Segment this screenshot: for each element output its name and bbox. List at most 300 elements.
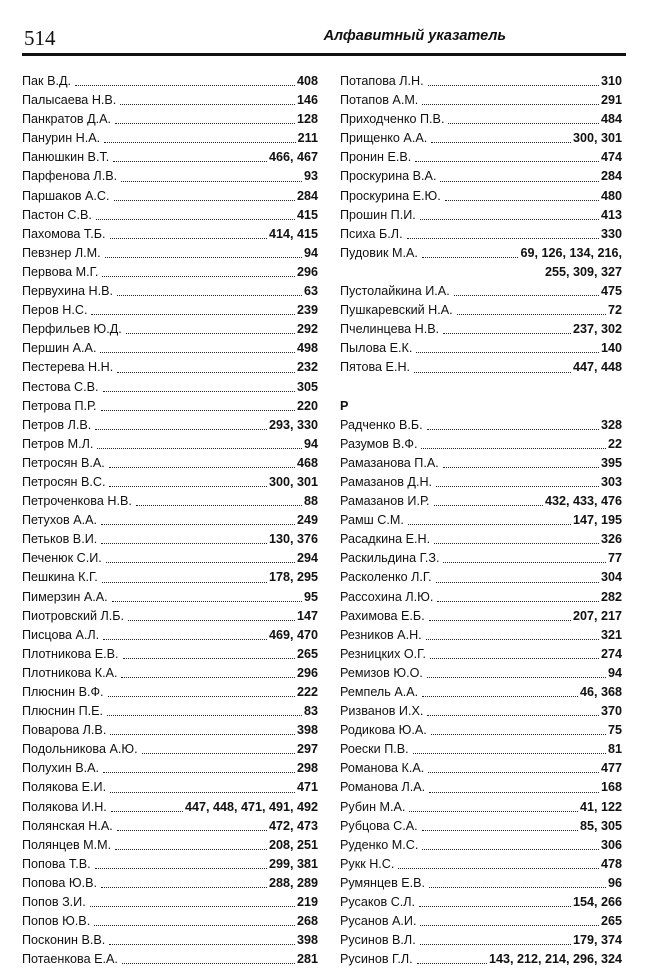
entry-name: Потапов А.М. bbox=[340, 93, 419, 108]
dot-leader bbox=[419, 906, 571, 907]
entry-name: Парфенова Л.В. bbox=[22, 169, 118, 184]
dot-leader bbox=[408, 524, 571, 525]
index-entry bbox=[22, 148, 318, 167]
index-entry bbox=[340, 129, 622, 148]
entry-pages: 178, 295 bbox=[268, 570, 318, 585]
entry-pages: 284 bbox=[296, 188, 318, 203]
entry-name: Ремизов Ю.О. bbox=[340, 665, 423, 680]
entry-pages: 72 bbox=[607, 303, 622, 318]
index-entry bbox=[22, 339, 318, 358]
index-entry bbox=[340, 683, 622, 702]
index-entry bbox=[22, 759, 318, 778]
entry-name: Рамазанов И.Р. bbox=[340, 494, 430, 509]
index-entry bbox=[340, 702, 622, 721]
entry-pages: 222 bbox=[296, 685, 318, 699]
dot-leader bbox=[436, 582, 599, 583]
entry-name: Петров М.Л. bbox=[22, 436, 94, 451]
entry-name: Панюшкин В.Т. bbox=[22, 150, 110, 165]
index-entry bbox=[22, 549, 318, 568]
index-entry bbox=[340, 530, 622, 549]
index-entry bbox=[22, 301, 318, 320]
dot-leader bbox=[417, 963, 487, 964]
index-entry bbox=[22, 263, 318, 282]
index-entry bbox=[340, 206, 622, 225]
entry-name: Ризванов И.Х. bbox=[340, 704, 424, 719]
entry-name: Пудовик М.А. bbox=[340, 245, 418, 260]
index-entry bbox=[340, 664, 622, 683]
entry-name: Русаков С.Л. bbox=[340, 895, 416, 910]
section-gap bbox=[340, 378, 622, 397]
entry-pages: 326 bbox=[600, 532, 622, 547]
entry-pages: 294 bbox=[296, 551, 318, 566]
index-entry bbox=[340, 320, 622, 339]
entry-name: Рубин М.А. bbox=[340, 799, 406, 814]
entry-name: Рубцова С.А. bbox=[340, 818, 418, 833]
entry-name: Рассохина Л.Ю. bbox=[340, 589, 434, 604]
dot-leader bbox=[75, 85, 295, 86]
entry-name: Раскильдина Г.З. bbox=[340, 551, 440, 566]
index-entry bbox=[340, 167, 622, 186]
entry-pages: 303 bbox=[600, 474, 622, 489]
entry-pages: 208, 251 bbox=[268, 837, 318, 852]
dot-leader bbox=[108, 696, 295, 697]
entry-pages: 239 bbox=[296, 303, 318, 318]
entry-name: Прошин П.И. bbox=[340, 207, 416, 222]
dot-leader bbox=[112, 601, 302, 602]
dot-leader bbox=[142, 753, 295, 754]
entry-name: Палысаева Н.В. bbox=[22, 93, 117, 108]
index-entry bbox=[340, 778, 622, 797]
dot-leader bbox=[94, 925, 295, 926]
dot-leader bbox=[136, 505, 302, 506]
entry-pages: 291 bbox=[600, 93, 622, 108]
index-entry bbox=[22, 91, 318, 110]
dot-leader bbox=[448, 123, 599, 124]
entry-pages: 293, 330 bbox=[268, 417, 318, 432]
entry-pages: 179, 374 bbox=[572, 933, 622, 948]
entry-name: Рамазанова П.А. bbox=[340, 455, 439, 470]
entry-pages: 296 bbox=[296, 665, 318, 680]
entry-pages: 498 bbox=[296, 341, 318, 356]
entry-pages: 274 bbox=[600, 646, 622, 661]
dot-leader bbox=[422, 104, 599, 105]
index-entry bbox=[340, 148, 622, 167]
entry-name: Петьков В.И. bbox=[22, 532, 98, 547]
index-entry bbox=[22, 588, 318, 607]
entry-pages: 415 bbox=[296, 207, 318, 222]
entry-name: Рахимова Е.Б. bbox=[340, 608, 425, 623]
index-entry bbox=[340, 225, 622, 244]
entry-name: Петросян В.А. bbox=[22, 455, 105, 470]
dot-leader bbox=[416, 352, 599, 353]
index-entry bbox=[22, 129, 318, 148]
entry-name: Писцова А.Л. bbox=[22, 627, 100, 642]
dot-leader bbox=[117, 295, 302, 296]
entry-name: Посконин В.В. bbox=[22, 933, 106, 948]
entry-pages: 282 bbox=[600, 589, 622, 604]
index-entry bbox=[22, 397, 318, 416]
running-header bbox=[24, 24, 626, 54]
entry-pages: 477 bbox=[600, 761, 622, 776]
entry-pages: 299, 381 bbox=[268, 856, 318, 871]
entry-pages: 472, 473 bbox=[268, 818, 318, 833]
entry-pages: 95 bbox=[303, 589, 318, 604]
entry-name: Подольникова А.Ю. bbox=[22, 742, 138, 757]
entry-name: Романова К.А. bbox=[340, 761, 425, 776]
index-column-right bbox=[340, 72, 622, 969]
index-entry bbox=[340, 549, 622, 568]
entry-name: Пастон С.В. bbox=[22, 207, 92, 222]
entry-name: Румянцев Е.В. bbox=[340, 875, 426, 890]
index-entry bbox=[22, 416, 318, 435]
entry-name: Русинов Г.Л. bbox=[340, 952, 413, 967]
entry-name: Полянцев М.М. bbox=[22, 837, 112, 852]
entry-name: Потаенкова Е.А. bbox=[22, 952, 118, 967]
dot-leader bbox=[422, 830, 578, 831]
entry-name: Радченко В.Б. bbox=[340, 417, 423, 432]
entry-pages: 93 bbox=[303, 169, 318, 184]
entry-pages: 237, 302 bbox=[572, 322, 622, 337]
index-entry bbox=[22, 568, 318, 587]
dot-leader bbox=[428, 772, 599, 773]
entry-pages: 414, 415 bbox=[268, 226, 318, 241]
entry-name: Психа Б.Л. bbox=[340, 226, 403, 241]
dot-leader bbox=[126, 333, 295, 334]
index-entry bbox=[340, 588, 622, 607]
entry-pages: 85, 305 bbox=[579, 818, 622, 833]
entry-pages: 284 bbox=[600, 169, 622, 184]
entry-pages: 398 bbox=[296, 933, 318, 948]
header-rule bbox=[22, 53, 626, 56]
entry-pages: 232 bbox=[296, 360, 318, 375]
dot-leader bbox=[427, 677, 606, 678]
entry-pages: 265 bbox=[600, 914, 622, 929]
entry-pages: 466, 467 bbox=[268, 150, 318, 165]
dot-leader bbox=[454, 295, 599, 296]
index-entry bbox=[340, 626, 622, 645]
entry-pages: 474 bbox=[600, 150, 622, 165]
index-entry bbox=[340, 454, 622, 473]
dot-leader bbox=[398, 868, 599, 869]
index-entry bbox=[22, 282, 318, 301]
entry-pages: 306 bbox=[600, 837, 622, 852]
entry-name: Перов Н.С. bbox=[22, 303, 88, 318]
entry-name: Панкратов Д.А. bbox=[22, 112, 111, 127]
entry-pages: 46, 368 bbox=[579, 685, 622, 699]
index-entry bbox=[22, 244, 318, 263]
index-entry bbox=[22, 206, 318, 225]
dot-leader bbox=[428, 85, 599, 86]
entry-pages: 147 bbox=[296, 608, 318, 623]
dot-leader bbox=[414, 372, 571, 373]
index-section-p bbox=[340, 72, 622, 378]
index-entry bbox=[340, 836, 622, 855]
index-entry bbox=[22, 778, 318, 797]
entry-name: Пылова Е.К. bbox=[340, 341, 413, 356]
dot-leader bbox=[422, 257, 519, 258]
entry-name: Прищенко А.А. bbox=[340, 131, 428, 146]
entry-pages: 147, 195 bbox=[572, 513, 622, 528]
entry-pages: 81 bbox=[607, 742, 622, 757]
dot-leader bbox=[122, 963, 295, 964]
entry-pages: 22 bbox=[607, 436, 622, 451]
dot-leader bbox=[103, 639, 267, 640]
dot-leader bbox=[105, 257, 302, 258]
index-entry bbox=[22, 664, 318, 683]
entry-pages: 413 bbox=[600, 207, 622, 222]
entry-name: Панурин Н.А. bbox=[22, 131, 101, 146]
entry-pages: 146 bbox=[296, 93, 318, 108]
entry-pages: 304 bbox=[600, 570, 622, 585]
dot-leader bbox=[443, 467, 599, 468]
dot-leader bbox=[123, 658, 295, 659]
index-column-left bbox=[22, 72, 318, 969]
index-entry bbox=[22, 893, 318, 912]
index-entry bbox=[340, 798, 622, 817]
dot-leader bbox=[422, 849, 599, 850]
entry-pages: 140 bbox=[600, 341, 622, 356]
entry-name: Пимерзин А.А. bbox=[22, 589, 108, 604]
entry-pages: 330 bbox=[600, 226, 622, 241]
index-entry bbox=[340, 282, 622, 301]
dot-leader bbox=[109, 467, 295, 468]
dot-leader bbox=[121, 677, 295, 678]
dot-leader bbox=[440, 181, 599, 182]
entry-name: Печенюк С.И. bbox=[22, 551, 102, 566]
entry-name: Расколенко Л.Г. bbox=[340, 570, 432, 585]
entry-name: Русинов В.Л. bbox=[340, 933, 416, 948]
index-section-r bbox=[340, 416, 622, 969]
index-entry bbox=[340, 91, 622, 110]
section-letter: Р bbox=[340, 398, 349, 413]
dot-leader bbox=[420, 925, 599, 926]
dot-leader bbox=[120, 104, 295, 105]
index-entry bbox=[340, 740, 622, 759]
dot-leader bbox=[101, 524, 295, 525]
index-entry bbox=[22, 683, 318, 702]
index-entry bbox=[340, 244, 622, 282]
dot-leader bbox=[429, 792, 599, 793]
entry-name: Певзнер Л.М. bbox=[22, 245, 101, 260]
index-entry bbox=[22, 931, 318, 950]
dot-leader bbox=[109, 486, 266, 487]
dot-leader bbox=[128, 620, 295, 621]
entry-name: Петросян В.С. bbox=[22, 474, 106, 489]
dot-leader bbox=[91, 314, 295, 315]
entry-pages: 328 bbox=[600, 417, 622, 432]
index-entry bbox=[22, 110, 318, 129]
dot-leader bbox=[431, 734, 606, 735]
index-entry bbox=[22, 378, 318, 397]
dot-leader bbox=[443, 562, 606, 563]
entry-pages: 480 bbox=[600, 188, 622, 203]
index-entry bbox=[22, 358, 318, 377]
index-entry bbox=[340, 817, 622, 836]
dot-leader bbox=[110, 792, 295, 793]
entry-name: Полякова Е.И. bbox=[22, 780, 107, 795]
entry-pages: 96 bbox=[607, 875, 622, 890]
entry-name: Резников А.Н. bbox=[340, 627, 422, 642]
page-number: 514 bbox=[24, 26, 56, 50]
index-entry bbox=[340, 339, 622, 358]
index-entry bbox=[22, 454, 318, 473]
dot-leader bbox=[101, 543, 267, 544]
index-entry bbox=[22, 72, 318, 91]
entry-name: Проскурина Е.Ю. bbox=[340, 188, 441, 203]
dot-leader bbox=[102, 276, 295, 277]
dot-leader bbox=[426, 639, 599, 640]
entry-pages: 75 bbox=[607, 723, 622, 738]
entry-name: Разумов В.Ф. bbox=[340, 436, 418, 451]
entry-name: Пушкаревский Н.А. bbox=[340, 303, 453, 318]
entry-pages: 168 bbox=[600, 780, 622, 795]
dot-leader bbox=[115, 849, 267, 850]
entry-pages: 268 bbox=[296, 914, 318, 929]
dot-leader bbox=[117, 372, 295, 373]
index-entry bbox=[340, 72, 622, 91]
entry-pages: 468 bbox=[296, 455, 318, 470]
dot-leader bbox=[429, 887, 606, 888]
index-entry bbox=[340, 855, 622, 874]
dot-leader bbox=[111, 811, 183, 812]
index-entry bbox=[22, 492, 318, 511]
index-entry bbox=[22, 187, 318, 206]
entry-pages-continuation: 255, 309, 327 bbox=[544, 264, 622, 279]
entry-pages: 395 bbox=[600, 455, 622, 470]
entry-name: Расадкина Е.Н. bbox=[340, 532, 431, 547]
index-entry bbox=[22, 702, 318, 721]
entry-name: Романова Л.А. bbox=[340, 780, 426, 795]
dot-leader bbox=[114, 200, 295, 201]
entry-name: Потапова Л.Н. bbox=[340, 74, 424, 88]
entry-name: Полухин В.А. bbox=[22, 761, 100, 776]
dot-leader bbox=[413, 753, 606, 754]
dot-leader bbox=[427, 715, 599, 716]
index-entry bbox=[22, 607, 318, 626]
entry-pages: 432, 433, 476 bbox=[544, 494, 622, 509]
dot-leader bbox=[95, 429, 267, 430]
entry-name: Попова Т.В. bbox=[22, 856, 91, 871]
entry-name: Попов Ю.В. bbox=[22, 914, 91, 929]
entry-name: Попова Ю.В. bbox=[22, 875, 98, 890]
entry-pages: 447, 448 bbox=[572, 360, 622, 375]
dot-leader bbox=[443, 333, 571, 334]
index-entry bbox=[22, 435, 318, 454]
dot-leader bbox=[427, 429, 599, 430]
entry-pages: 300, 301 bbox=[268, 474, 318, 489]
index-entry bbox=[22, 320, 318, 339]
dot-leader bbox=[117, 830, 267, 831]
dot-leader bbox=[106, 562, 295, 563]
index-entry bbox=[340, 358, 622, 377]
index-entry bbox=[340, 893, 622, 912]
index-entry bbox=[340, 110, 622, 129]
dot-leader bbox=[101, 410, 295, 411]
dot-leader bbox=[115, 123, 295, 124]
entry-name: Пчелинцева Н.В. bbox=[340, 322, 440, 337]
index-entry bbox=[22, 817, 318, 836]
dot-leader bbox=[431, 142, 571, 143]
index-entry bbox=[340, 912, 622, 931]
entry-name: Петухов А.А. bbox=[22, 513, 97, 528]
dot-leader bbox=[437, 601, 599, 602]
index-entry bbox=[22, 530, 318, 549]
entry-pages: 265 bbox=[296, 646, 318, 661]
entry-pages: 310 bbox=[600, 74, 622, 88]
dot-leader bbox=[421, 448, 606, 449]
dot-leader bbox=[409, 811, 578, 812]
entry-name: Руденко М.С. bbox=[340, 837, 419, 852]
entry-name: Пустолайкина И.А. bbox=[340, 284, 450, 299]
index-entry bbox=[22, 511, 318, 530]
entry-name: Пахомова Т.Б. bbox=[22, 226, 106, 241]
dot-leader bbox=[422, 696, 578, 697]
index-entry bbox=[340, 568, 622, 587]
index-entry bbox=[22, 473, 318, 492]
entry-name: Плюснин П.Е. bbox=[22, 704, 104, 719]
entry-pages: 297 bbox=[296, 742, 318, 757]
index-entry bbox=[340, 416, 622, 435]
entry-name: Пак В.Д. bbox=[22, 74, 71, 88]
entry-name: Перфильев Ю.Д. bbox=[22, 322, 122, 337]
entry-name: Первухина Н.В. bbox=[22, 284, 114, 299]
dot-leader bbox=[457, 314, 606, 315]
dot-leader bbox=[97, 448, 302, 449]
entry-name: Першин А.А. bbox=[22, 341, 97, 356]
entry-pages: 88 bbox=[303, 494, 318, 509]
dot-leader bbox=[121, 181, 302, 182]
entry-pages: 207, 217 bbox=[572, 608, 622, 623]
entry-pages: 249 bbox=[296, 513, 318, 528]
entry-pages: 143, 212, 214, 296, 324 bbox=[488, 952, 622, 967]
index-entry bbox=[22, 855, 318, 874]
dot-leader bbox=[434, 505, 543, 506]
entry-name: Родикова Ю.А. bbox=[340, 723, 427, 738]
index-entry bbox=[340, 301, 622, 320]
entry-name: Русанов А.И. bbox=[340, 914, 417, 929]
entry-name: Петров Л.В. bbox=[22, 417, 92, 432]
entry-name: Плотникова К.А. bbox=[22, 665, 118, 680]
dot-leader bbox=[102, 582, 267, 583]
entry-pages: 478 bbox=[600, 856, 622, 871]
entry-pages: 298 bbox=[296, 761, 318, 776]
index-entry bbox=[22, 836, 318, 855]
entry-pages: 219 bbox=[296, 895, 318, 910]
entry-pages: 292 bbox=[296, 322, 318, 337]
index-entry bbox=[340, 492, 622, 511]
entry-name: Рамш С.М. bbox=[340, 513, 404, 528]
dot-leader bbox=[96, 219, 295, 220]
entry-name: Паршаков А.С. bbox=[22, 188, 110, 203]
index-entry bbox=[340, 931, 622, 950]
entry-name: Пиотровский Л.Б. bbox=[22, 608, 125, 623]
entry-pages: 305 bbox=[296, 379, 318, 394]
dot-leader bbox=[100, 352, 295, 353]
dot-leader bbox=[407, 238, 599, 239]
dot-leader bbox=[415, 161, 599, 162]
entry-pages: 471 bbox=[296, 780, 318, 795]
entry-pages: 296 bbox=[296, 264, 318, 279]
entry-pages: 211 bbox=[297, 131, 318, 146]
index-entry bbox=[340, 435, 622, 454]
entry-pages: 370 bbox=[600, 704, 622, 719]
entry-pages: 83 bbox=[303, 704, 318, 719]
entry-pages: 130, 376 bbox=[268, 532, 318, 547]
dot-leader bbox=[420, 944, 571, 945]
dot-leader bbox=[434, 543, 599, 544]
index-entry bbox=[340, 759, 622, 778]
dot-leader bbox=[436, 486, 599, 487]
